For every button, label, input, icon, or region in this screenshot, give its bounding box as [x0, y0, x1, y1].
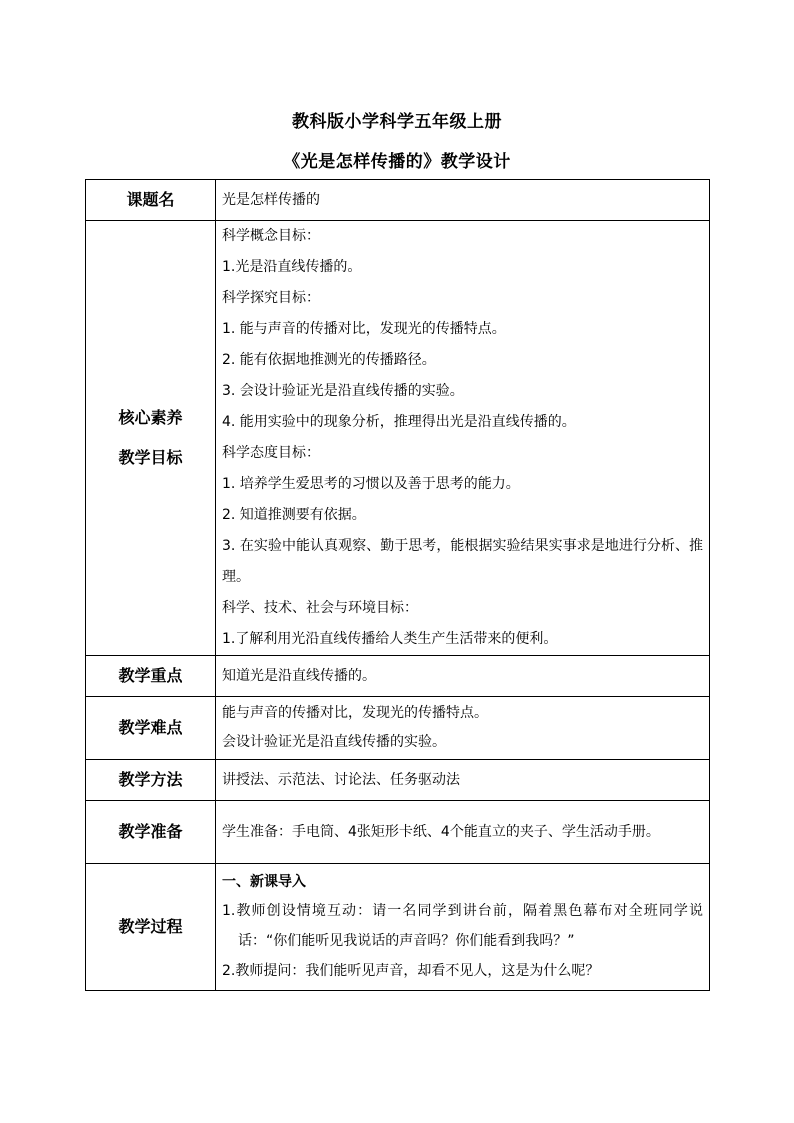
key-point-label: 教学重点	[86, 656, 216, 697]
key-point-text: 知道光是沿直线传播的。	[222, 667, 376, 684]
objective-line: 科学概念目标：	[222, 228, 320, 244]
objective-line: 1.光是沿直线传播的。	[222, 259, 362, 275]
difficulty-line: 能与声音的传播对比，发现光的传播特点。	[222, 705, 488, 721]
row-objectives	[86, 221, 710, 656]
lesson-plan-table	[85, 179, 710, 991]
row-process	[86, 864, 710, 991]
objectives-label	[86, 221, 216, 656]
process-item: 1.教师创设情境互动：请一名同学到讲台前，隔着黑色幕布对全班同学说话：“你们能听见我说话的声音吗？你们能看到我吗？”	[222, 903, 703, 949]
preparation-value	[216, 801, 710, 864]
row-method	[86, 760, 710, 801]
topic-label: 课题名	[86, 180, 216, 221]
row-topic	[86, 180, 710, 221]
objective-line: 科学探究目标：	[222, 290, 320, 306]
process-heading: 一、新课导入	[222, 874, 306, 890]
objectives-label-line2: 教学目标	[118, 448, 183, 467]
document-subtitle: 《光是怎样传播的》教学设计	[283, 152, 511, 172]
method-value	[216, 760, 710, 801]
method-label: 教学方法	[86, 760, 216, 801]
preparation-label: 教学准备	[86, 801, 216, 864]
difficulty-line: 会设计验证光是沿直线传播的实验。	[222, 734, 446, 750]
preparation-text: 学生准备：手电筒、4张矩形卡纸、4个能直立的夹子、学生活动手册。	[222, 823, 660, 840]
objective-line: 1. 能与声音的传播对比，发现光的传播特点。	[222, 321, 506, 337]
difficulty-label: 教学难点	[86, 697, 216, 760]
process-item: 2.教师提问：我们能听见声音，却看不见人，这是为什么呢？	[222, 963, 600, 979]
objective-line: 4. 能用实验中的现象分析，推理得出光是沿直线传播的。	[222, 414, 576, 430]
row-key-point	[86, 656, 710, 697]
objective-line: 1.了解利用光沿直线传播给人类生产生活带来的便利。	[222, 631, 558, 647]
row-difficulty	[86, 697, 710, 760]
row-preparation	[86, 801, 710, 864]
topic-text: 光是怎样传播的	[222, 191, 320, 208]
objective-line: 3. 在实验中能认真观察、勤于思考，能根据实验结果实事求是地进行分析、推理。	[222, 538, 703, 585]
key-point-value	[216, 656, 710, 697]
objectives-content	[216, 221, 710, 656]
objective-line: 科学、技术、社会与环境目标：	[222, 600, 418, 616]
document-title: 教科版小学科学五年级上册	[292, 112, 502, 132]
objective-line: 3. 会设计验证光是沿直线传播的实验。	[222, 383, 464, 399]
objective-line: 科学态度目标：	[222, 445, 320, 461]
process-label: 教学过程	[86, 864, 216, 991]
objective-line: 1. 培养学生爱思考的习惯以及善于思考的能力。	[222, 476, 520, 492]
objectives-label-line1: 核心素养	[118, 408, 183, 427]
difficulty-content	[216, 697, 710, 760]
objective-line: 2. 能有依据地推测光的传播路径。	[222, 352, 436, 368]
topic-value	[216, 180, 710, 221]
objective-line: 2. 知道推测要有依据。	[222, 507, 366, 523]
method-text: 讲授法、示范法、讨论法、任务驱动法	[222, 771, 460, 788]
process-content	[216, 864, 710, 991]
